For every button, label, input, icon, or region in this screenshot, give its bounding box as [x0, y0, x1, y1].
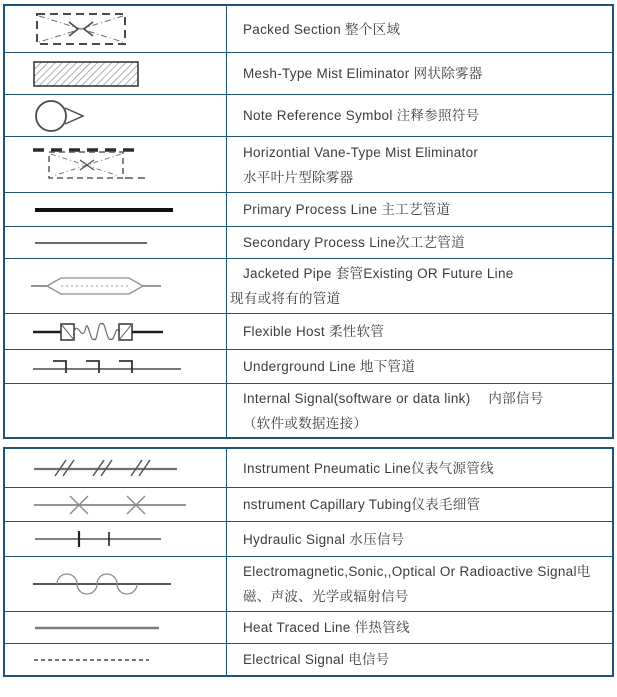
description-cell	[227, 612, 612, 643]
description-cell	[227, 6, 612, 52]
description-text: Heat Traced Line 伴热管线	[243, 620, 410, 635]
symbol-legend-table-1	[3, 4, 614, 439]
symbol-cell	[5, 53, 227, 94]
symbol-cell	[5, 350, 227, 383]
instrument-capillary-tubing-icon	[31, 492, 191, 518]
table-row	[5, 313, 612, 349]
description-text: Flexible Host 柔性软管	[243, 324, 385, 339]
description-text: Packed Section 整个区域	[243, 21, 401, 37]
primary-process-line-icon	[31, 203, 181, 217]
note-reference-icon	[31, 95, 97, 137]
description-cell	[227, 53, 612, 94]
description-cell	[227, 557, 612, 611]
electromagnetic-signal-icon	[31, 568, 176, 600]
table-row	[5, 383, 612, 437]
description-text: Horizontial Vane-Type Mist Eliminator	[243, 144, 479, 160]
description-cell	[227, 95, 612, 136]
description-text: nstrument Capillary Tubing仪表毛细管	[243, 497, 481, 512]
description-cell	[227, 350, 612, 383]
table-row	[5, 521, 612, 556]
description-text: Instrument Pneumatic Line仪表气源管线	[243, 460, 494, 476]
flexible-hose-icon	[31, 315, 171, 349]
table-row	[5, 226, 612, 258]
description-cell	[227, 259, 612, 313]
secondary-process-line-icon	[31, 238, 161, 248]
heat-traced-line-icon	[31, 622, 166, 634]
table-row	[5, 643, 612, 675]
symbol-legend-table-2	[3, 447, 614, 677]
symbol-cell	[5, 612, 227, 643]
table-row	[5, 556, 612, 611]
symbol-cell	[5, 137, 227, 192]
mesh-type-mist-eliminator-icon	[31, 58, 143, 90]
underground-line-icon	[31, 354, 186, 380]
description-text: （软件或数据连接）	[243, 415, 368, 431]
symbol-cell	[5, 522, 227, 556]
symbol-cell	[5, 384, 227, 437]
table-row	[5, 192, 612, 226]
symbol-cell	[5, 644, 227, 675]
symbol-cell	[5, 557, 227, 611]
description-cell	[227, 314, 612, 349]
symbol-cell	[5, 6, 227, 52]
description-text: 现有或将有的管道	[230, 291, 341, 306]
table-row	[5, 6, 612, 52]
electrical-signal-icon	[31, 655, 156, 665]
symbol-cell	[5, 227, 227, 258]
description-cell	[227, 488, 612, 521]
description-cell	[227, 193, 612, 226]
description-text: Electromagnetic,Sonic,,Optical Or Radioactive Signal电磁、声波、光学或辐射信号	[243, 564, 591, 604]
table-row	[5, 349, 612, 383]
table-row	[5, 94, 612, 136]
description-cell	[227, 227, 612, 258]
symbol-cell	[5, 259, 227, 313]
table-row	[5, 136, 612, 192]
description-cell	[227, 384, 612, 437]
table-row	[5, 449, 612, 487]
description-text: Internal Signal(software or data link) 内部信号	[243, 390, 544, 406]
symbol-cell	[5, 193, 227, 226]
table-row	[5, 52, 612, 94]
symbol-cell	[5, 449, 227, 487]
table-row	[5, 487, 612, 521]
description-text: Secondary Process Line次工艺管道	[243, 235, 465, 250]
symbol-cell	[5, 488, 227, 521]
description-text: 水平叶片型除雾器	[243, 169, 354, 185]
jacketed-pipe-icon	[31, 271, 166, 301]
description-text: Mesh-Type Mist Eliminator 网状除雾器	[243, 66, 483, 81]
symbol-cell	[5, 95, 227, 136]
description-cell	[227, 449, 612, 487]
symbol-cell	[5, 314, 227, 349]
description-text: Electrical Signal 电信号	[243, 652, 390, 667]
description-text: Underground Line 地下管道	[243, 359, 416, 374]
description-cell	[227, 522, 612, 556]
hydraulic-signal-icon	[31, 527, 166, 551]
description-cell	[227, 644, 612, 675]
instrument-pneumatic-line-icon	[31, 455, 181, 481]
description-text: Hydraulic Signal 水压信号	[243, 531, 405, 547]
none-icon	[31, 406, 41, 416]
description-cell	[227, 137, 612, 192]
packed-section-icon	[31, 9, 131, 49]
table-gap	[3, 439, 614, 447]
description-text: Jacketed Pipe 套管Existing OR Future Line	[243, 266, 514, 281]
description-text: Note Reference Symbol 注释参照符号	[243, 108, 480, 123]
table-row	[5, 258, 612, 313]
horizontal-vane-mist-eliminator-icon	[31, 142, 151, 188]
table-row	[5, 611, 612, 643]
description-text: Primary Process Line 主工艺管道	[243, 202, 451, 217]
